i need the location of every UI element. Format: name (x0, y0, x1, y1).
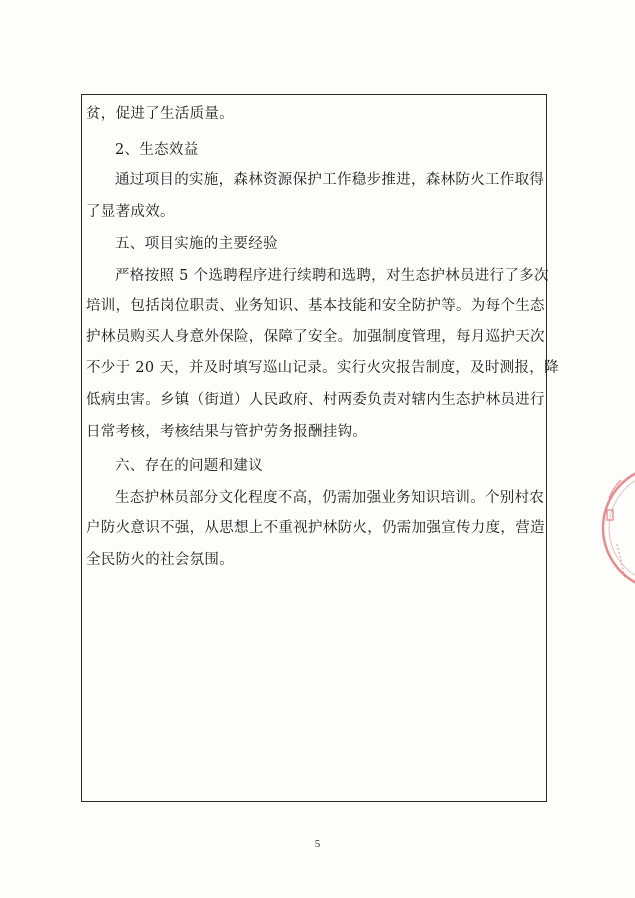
text-line: 培训，包括岗位职责、业务知识、基本技能和安全防护等。为每个生态 (86, 298, 545, 314)
text-line: 日常考核，考核结果与管护劳务报酬挂钩。 (86, 424, 368, 440)
text-line: 通过项目的实施，森林资源保护工作稳步推进，森林防火工作取得 (115, 172, 545, 188)
text-line: 低病虫害。乡镇（街道）人民政府、村两委负责对辖内生态护林员进行 (86, 392, 545, 408)
text-line: 生态护林员部分文化程度不高，仍需加强业务知识培训。个别村农 (115, 490, 545, 506)
text-line: 了显著成效。 (86, 204, 175, 220)
text-line: 户防火意识不强，从思想上不重视护林防火，仍需加强宣传力度，营造 (86, 520, 545, 536)
text-frame (81, 94, 559, 802)
text-line: 严格按照 5 个选聘程序进行续聘和选聘，对生态护林员进行了多次 (115, 268, 549, 284)
section-heading: 六、存在的问题和建议 (115, 458, 263, 474)
official-seal-stamp (595, 458, 635, 598)
text-line: 贫，促进了生活质量。 (86, 106, 234, 122)
text-line: 不少于 20 天，并及时填写巡山记录。实行火灾报告制度，及时测报，降 (86, 360, 559, 376)
text-line: 护林员购买人身意外保险，保障了安全。加强制度管理，每月巡护天次 (86, 329, 545, 345)
section-heading: 五、项目实施的主要经验 (115, 236, 278, 252)
text-line: 全民防火的社会氛围。 (86, 552, 234, 568)
page-number: 5 (314, 838, 321, 850)
section-heading: 2、生态效益 (115, 142, 199, 158)
